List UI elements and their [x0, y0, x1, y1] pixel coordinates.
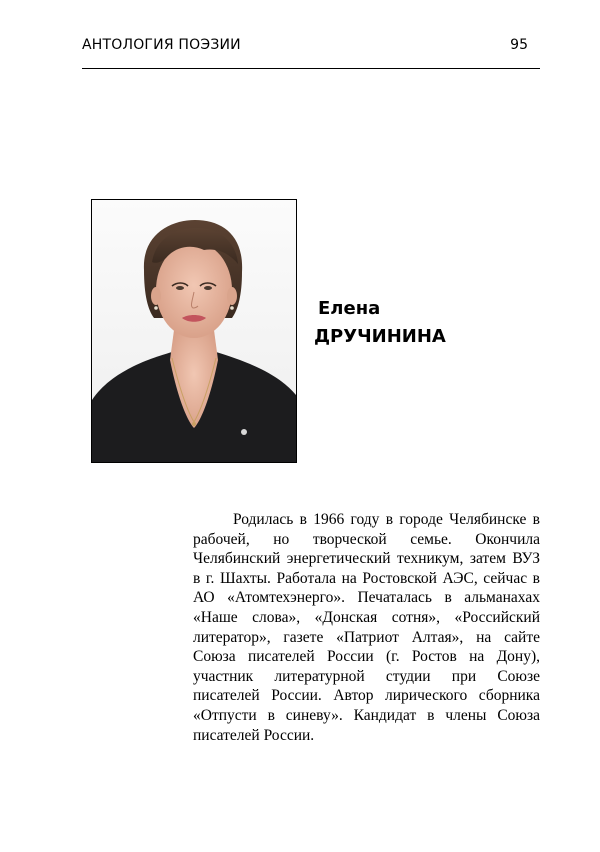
author-first-name: Елена [318, 298, 381, 319]
portrait-icon [92, 200, 296, 462]
header-divider [82, 68, 540, 69]
author-photo [91, 199, 297, 463]
running-header-title: АНТОЛОГИЯ ПОЭЗИИ [82, 37, 241, 53]
page-number: 95 [510, 37, 528, 53]
author-biography: Родилась в 1966 году в городе Челябинске в рабочей, но творческой семье. Окончила Челябинский энергетический техникум, затем ВУЗ в г. Шахты. Работала на Ростовской АЭС, сейчас в АО «Атомтехэнерго». Печаталась в альманахах «Наше слова», «Донская сотня», «Российский литератор», газете «Патриот Алтая», на сайте Союза писателей России (г. Ростов на Дону), участник литературной студии при Союзе писателей России. Автор лирического сборника «Отпусти в синеву». Кандидат в члены Союза писателей России. [193, 511, 540, 744]
author-last-name: ДРУЧИНИНА [314, 326, 446, 347]
